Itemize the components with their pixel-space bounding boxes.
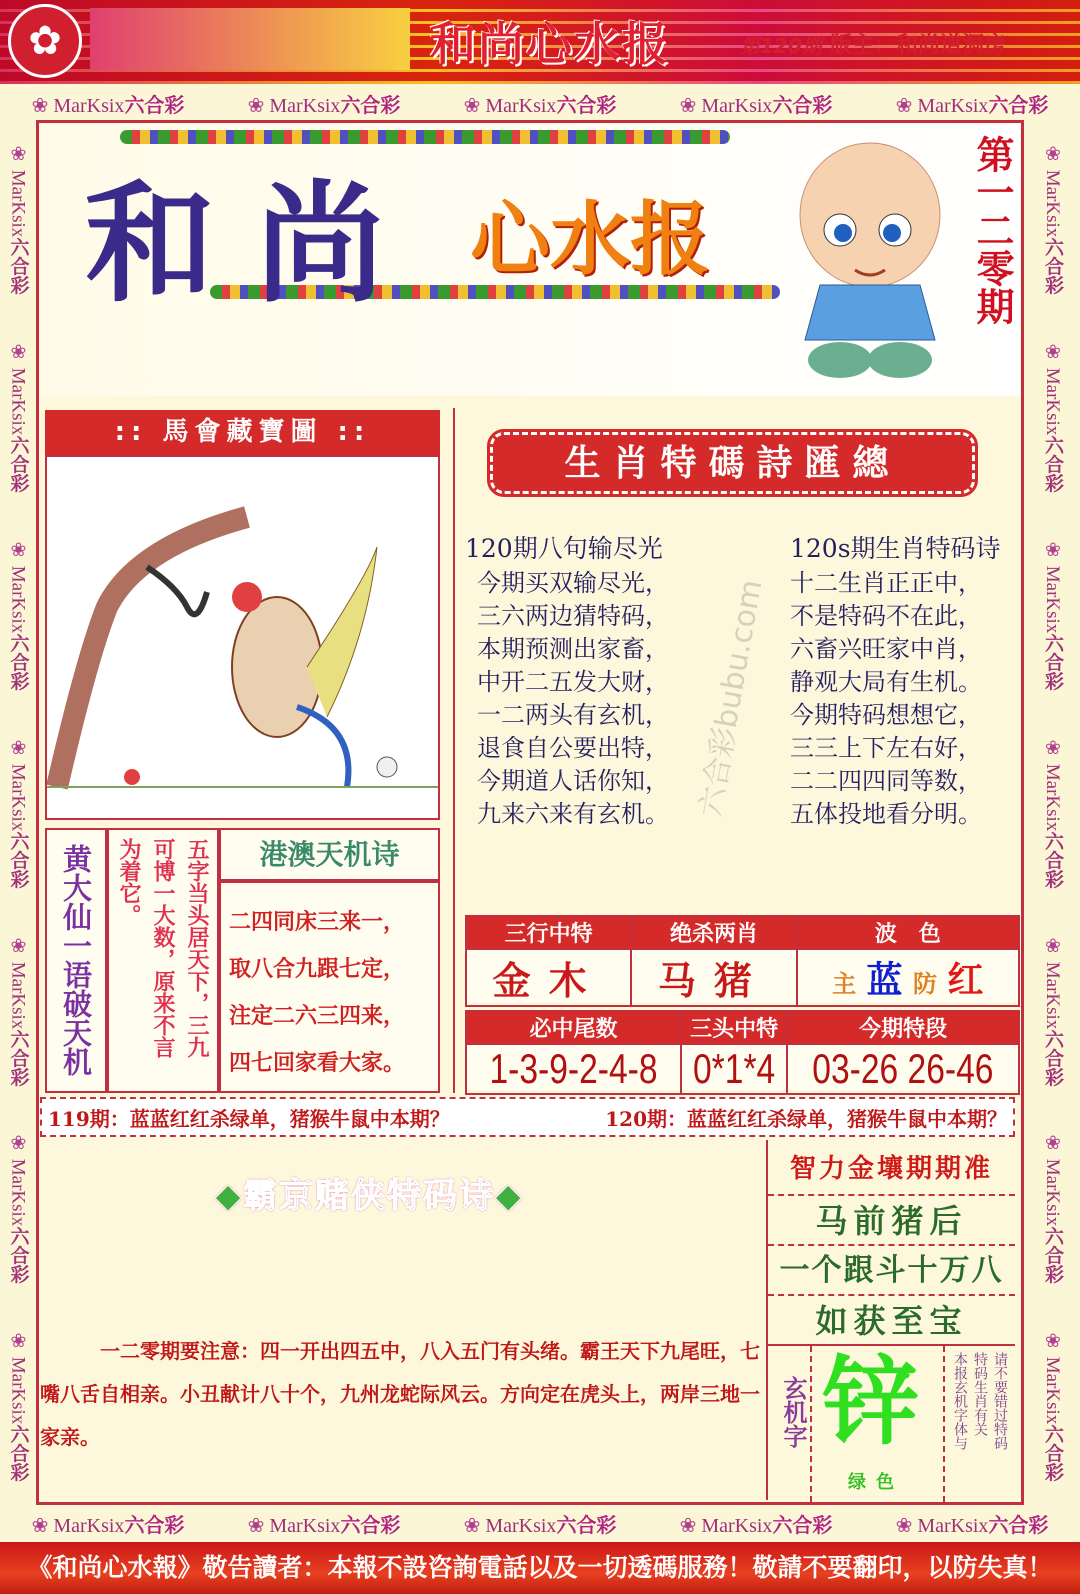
period-vertical: 第一二零期 bbox=[970, 135, 1015, 325]
poem-line: 三三上下左右好， bbox=[790, 734, 982, 762]
xuanji-box bbox=[768, 1344, 1015, 1500]
xuanji-color: 绿色 bbox=[848, 1472, 904, 1493]
marksix-label: ❀ MarKsix六合彩 bbox=[247, 92, 401, 117]
flower-icon: ❀ bbox=[247, 94, 265, 117]
footer-notice: 《和尚心水報》敬告讀者：本報不設咨詢電話以及一切透碼服務！敬請不要翻印，以防失真！ bbox=[0, 1542, 1080, 1594]
diamond-icon: ◆ bbox=[495, 1176, 524, 1216]
flower-icon: ❀ bbox=[463, 94, 481, 117]
masthead-title-right: 心水报 bbox=[470, 192, 710, 286]
masthead-title-left: 和尚 bbox=[85, 167, 426, 320]
huang-col: 可博一大数，原来不言 bbox=[150, 838, 176, 1058]
gangao-line: 二四同床三来一， bbox=[229, 909, 406, 935]
zhili-line: 马前猪后 bbox=[768, 1194, 1015, 1244]
flower-icon: ❀ bbox=[895, 94, 913, 117]
marksix-label: ❀ MarKsix六合彩 bbox=[463, 92, 617, 117]
marksix-label: ❀ MarKsix六合彩 bbox=[1042, 736, 1063, 889]
banner-issue: 第120期 bbox=[740, 34, 822, 58]
flower-icon: ❀ bbox=[7, 1330, 29, 1353]
huang-col: 为着它。 bbox=[116, 838, 142, 926]
flower-icon: ❀ bbox=[7, 538, 29, 561]
huang-col: 五字当头居天下，三九 bbox=[184, 838, 210, 1058]
wave-guard-label: 防 bbox=[913, 969, 938, 998]
flower-icon: ❀ bbox=[1042, 1330, 1063, 1353]
xuanji-note-col: 特码生肖有关 bbox=[972, 1352, 988, 1436]
bajing-title: ◆霸京赌侠特码诗◆ bbox=[215, 1176, 524, 1216]
wave-main: 蓝 bbox=[866, 959, 903, 1001]
marksix-label: ❀ MarKsix六合彩 bbox=[7, 143, 29, 295]
th-three-heads: 三头中特 bbox=[681, 1011, 787, 1044]
bajing-text: 一二零期要注意：四一开出四五中，八入五门有头绪。霸王天下九尾旺，七嘴八舌自相亲。小丑献计八十个，九州龙蛇际风云。方向定在虎头上，两岸三地一家亲。 bbox=[40, 1339, 760, 1449]
flower-icon: ❀ bbox=[679, 1514, 697, 1537]
three-elements-value: 金木 bbox=[466, 949, 631, 1006]
poem-line: 六畜兴旺家中肖， bbox=[790, 635, 982, 663]
flower-icon: ❀ bbox=[31, 1514, 49, 1537]
marksix-label: ❀ MarKsix六合彩 bbox=[31, 92, 185, 117]
poem-line: 一二两头有玄机， bbox=[477, 701, 669, 729]
flower-icon: ❀ bbox=[7, 341, 29, 364]
marksix-label: ❀ MarKsix六合彩 bbox=[1042, 341, 1063, 493]
poem-2 bbox=[790, 532, 1025, 831]
wave-main-label: 主 bbox=[832, 969, 857, 998]
th-tail-numbers: 必中尾数 bbox=[466, 1011, 681, 1044]
zhili-line: 如获至宝 bbox=[768, 1294, 1015, 1344]
column-divider bbox=[453, 408, 455, 1093]
th-wave-color: 波 色 bbox=[797, 916, 1019, 949]
xuanji-note-col: 本报玄机字体与 bbox=[952, 1352, 968, 1450]
poem-line: 二二四四同等数， bbox=[790, 767, 982, 795]
poem-line: 五体投地看分明。 bbox=[790, 800, 982, 828]
marksix-label: ❀ MarKsix六合彩 bbox=[7, 538, 29, 691]
poem-line: 今期道人话你知， bbox=[477, 767, 669, 795]
huang-daxian-text-box bbox=[107, 828, 219, 1093]
th-three-elements: 三行中特 bbox=[466, 916, 631, 949]
banner-title: 和尚心水报 bbox=[430, 17, 670, 71]
poem-1 bbox=[465, 532, 735, 831]
poem-line: 十二生肖正正中， bbox=[790, 569, 982, 597]
poem-line: 静观大局有生机。 bbox=[790, 668, 982, 696]
monk-cartoon-icon bbox=[785, 135, 955, 385]
marksix-row-top bbox=[0, 86, 1080, 120]
flower-icon: ❀ bbox=[1042, 934, 1063, 957]
rooster-snake-illustration-icon bbox=[47, 457, 438, 818]
zhili-line: 一个跟斗十万八 bbox=[768, 1244, 1015, 1294]
prediction-table-2 bbox=[465, 1010, 1020, 1090]
flower-icon: ❀ bbox=[895, 1514, 913, 1537]
marksix-label: ❀ MarKsix六合彩 bbox=[1042, 1330, 1063, 1482]
treasure-map-image bbox=[45, 455, 440, 820]
strip-120: 120期：蓝蓝红红杀绿单，猪猴牛鼠中本期？ bbox=[605, 1106, 1007, 1131]
gangao-title: 港澳天机诗 bbox=[219, 828, 440, 881]
watermark: 六合彩bubu.com bbox=[693, 577, 770, 820]
flower-icon: ❀ bbox=[679, 94, 697, 117]
xuanji-char: 锌 bbox=[823, 1345, 919, 1458]
flower-icon: ❀ bbox=[1042, 1132, 1063, 1155]
banner-fade bbox=[90, 8, 410, 70]
marksix-label: ❀ MarKsix六合彩 bbox=[7, 1132, 29, 1284]
poem-line: 退食自公要出特， bbox=[477, 734, 669, 762]
flower-icon: ❀ bbox=[247, 1514, 265, 1537]
poem-line: 不是特码不在此， bbox=[790, 602, 982, 630]
marksix-label: ❀ MarKsix六合彩 bbox=[679, 92, 833, 117]
zhili-title: 智力金壤期期准 bbox=[789, 1154, 993, 1184]
marksix-label: ❀ MarKsix六合彩 bbox=[1042, 1132, 1063, 1284]
marksix-label: ❀ MarKsix六合彩 bbox=[463, 1512, 617, 1537]
marksix-label: ❀ MarKsix六合彩 bbox=[1042, 538, 1063, 691]
wave-color-value bbox=[797, 949, 1019, 1006]
top-banner bbox=[0, 0, 1080, 84]
treasure-map-title: :: 馬會藏寶圖 :: bbox=[45, 410, 440, 455]
gangao-line: 注定二六三四来， bbox=[229, 1003, 406, 1029]
marksix-label: ❀ MarKsix六合彩 bbox=[1042, 934, 1063, 1086]
diamond-icon: ◆ bbox=[215, 1176, 244, 1216]
xuanji-note-col: 请不要错过特码 bbox=[992, 1352, 1008, 1450]
xuanji-note bbox=[948, 1352, 1010, 1498]
flower-icon: ❀ bbox=[7, 934, 29, 957]
divider bbox=[943, 1346, 945, 1502]
poem-2-title: 120s期生肖特码诗 bbox=[790, 534, 1001, 563]
flower-icon: ❀ bbox=[7, 1132, 29, 1155]
marksix-label: ❀ MarKsix六合彩 bbox=[895, 1512, 1049, 1537]
th-kill-two: 绝杀两肖 bbox=[631, 916, 796, 949]
marksix-label: ❀ MarKsix六合彩 bbox=[895, 92, 1049, 117]
wave-guard: 红 bbox=[947, 959, 984, 1001]
marksix-column-left bbox=[2, 120, 34, 1505]
poem-line: 本期预测出家畜， bbox=[477, 635, 669, 663]
flower-icon: ❀ bbox=[1042, 736, 1063, 759]
prediction-table-1 bbox=[465, 915, 1020, 1003]
marksix-label: ❀ MarKsix六合彩 bbox=[7, 934, 29, 1086]
marksix-label: ❀ MarKsix六合彩 bbox=[31, 1512, 185, 1537]
marksix-label: ❀ MarKsix六合彩 bbox=[7, 1330, 29, 1482]
marksix-row-bottom bbox=[0, 1506, 1080, 1540]
flower-icon: ❀ bbox=[463, 1514, 481, 1537]
special-range-value: 03-26 26-46 bbox=[812, 1045, 994, 1092]
banner-editor: 版主：和尚道洞房 bbox=[830, 33, 1007, 58]
poem-1-title: 120期八句输尽光 bbox=[465, 534, 663, 563]
zodiac-summary-title: 生肖特碼詩匯總 bbox=[490, 432, 975, 494]
poem-line: 三六两边猜特码， bbox=[477, 602, 669, 630]
strip-119: 119期：蓝蓝红红杀绿单，猪猴牛鼠中本期？ bbox=[48, 1106, 450, 1131]
flower-icon: ❀ bbox=[1042, 341, 1063, 364]
divider bbox=[810, 1346, 812, 1502]
marksix-label: ❀ MarKsix六合彩 bbox=[7, 341, 29, 493]
poem-line: 今期买双输尽光， bbox=[477, 569, 669, 597]
poem-line: 九来六来有玄机。 bbox=[477, 800, 669, 828]
marksix-label: ❀ MarKsix六合彩 bbox=[1042, 143, 1063, 295]
xuanji-label: 玄机字 bbox=[779, 1376, 808, 1448]
tail-numbers-value: 1-3-9-2-4-8 bbox=[489, 1045, 658, 1092]
bauhinia-logo-icon: ✿ bbox=[8, 4, 82, 78]
period-strip bbox=[40, 1097, 1015, 1137]
poem-line: 今期特码想想它， bbox=[790, 701, 982, 729]
huang-daxian-title: 黄大仙一语破天机 bbox=[59, 844, 93, 1076]
marksix-label: ❀ MarKsix六合彩 bbox=[247, 1512, 401, 1537]
flower-icon: ❀ bbox=[7, 736, 29, 759]
poem-line: 中开二五发大财， bbox=[477, 668, 669, 696]
kill-two-value: 马猪 bbox=[631, 949, 796, 1006]
flower-icon: ❀ bbox=[1042, 538, 1063, 561]
th-special-range: 今期特段 bbox=[787, 1011, 1019, 1044]
gangao-line: 四七回家看大家。 bbox=[229, 1050, 406, 1076]
gangao-line: 取八合九跟七定， bbox=[229, 956, 406, 982]
marksix-column-right bbox=[1030, 120, 1075, 1505]
flower-icon: ❀ bbox=[7, 143, 29, 166]
gangao-poem bbox=[219, 881, 440, 1093]
marksix-label: ❀ MarKsix六合彩 bbox=[679, 1512, 833, 1537]
marksix-label: ❀ MarKsix六合彩 bbox=[7, 736, 29, 889]
huang-daxian-title-box bbox=[45, 828, 107, 1093]
flower-icon: ❀ bbox=[1042, 143, 1063, 166]
flower-icon: ❀ bbox=[31, 94, 49, 117]
three-heads-value: 0*1*4 bbox=[693, 1045, 776, 1092]
